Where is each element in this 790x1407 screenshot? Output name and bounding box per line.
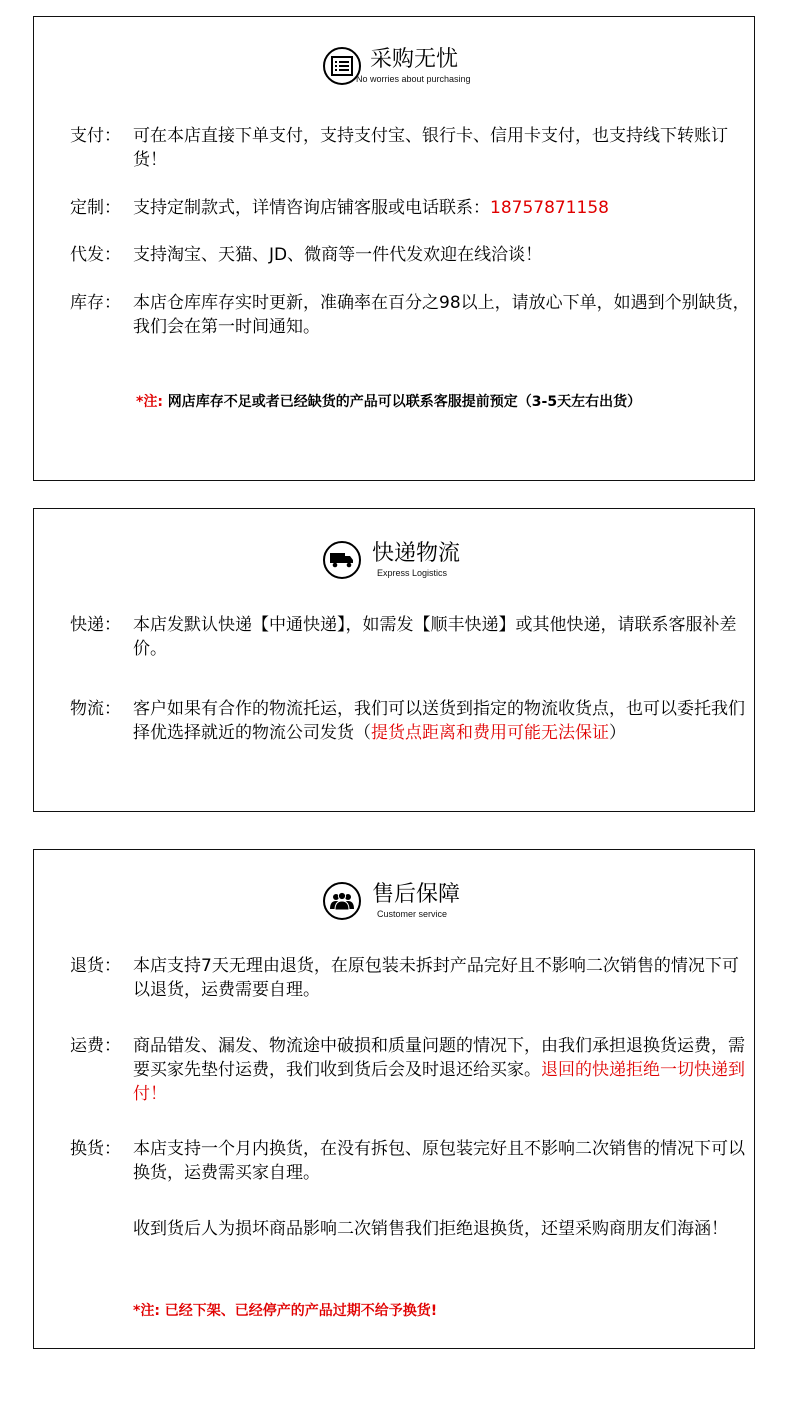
section-subtitle: Customer service [377,909,448,919]
item-label: 库存： [70,293,121,313]
section-subtitle: No worries about purchasing [356,74,471,84]
people-group-icon [323,882,361,920]
exchange-note [133,1301,437,1321]
item-text: 本店仓库库存实时更新，准确率在百分之98以上，请放心下单，如遇到个别缺货，我们会在第一时间通知。 [133,293,750,337]
item-label: 代发： [70,245,121,265]
phone-number: 18757871158 [490,198,609,218]
note-prefix: *注: [136,394,163,410]
item-text: 本店发默认快递【中通快递】，如需发【顺丰快递】或其他快递，请联系客服补差价。 [133,615,737,659]
item-text: 收到货后人为损坏商品影响二次销售我们拒绝退换货，还望采购商朋友们海涵！ [133,1219,728,1239]
after-sales-section [33,849,755,1349]
note-text: 网店库存不足或者已经缺货的产品可以联系客服提前预定（3-5天左右出货） [167,394,642,410]
item-text: 支持淘宝、天猫、JD、微商等一件代发欢迎在线洽谈！ [133,245,543,265]
section-subtitle: Express Logistics [377,568,448,578]
warning-text: 退回的快递拒绝一切快递到付！ [133,1060,745,1104]
item-text: 本店支持一个月内换货，在没有拆包、原包装完好且不影响二次销售的情况下可以换货，运费需买家自理。 [133,1139,745,1183]
section-header [34,882,754,928]
purchase-section [33,16,755,481]
logistics-section [33,508,755,812]
stock-note [136,392,641,412]
note-text: 已经下架、已经停产的产品过期不给予换货! [164,1303,438,1319]
item-label: 换货： [70,1139,121,1159]
section-title: 快递物流 [372,541,461,566]
item-text: 商品错发、漏发、物流途中破损和质量问题的情况下，由我们承担退换货运费，需要买家先垫付运费，我们收到货后会及时退还给买家。退回的快递拒绝一切快递到付！ [133,1036,745,1104]
item-label: 定制： [70,198,121,218]
item-text: 客户如果有合作的物流托运，我们可以送货到指定的物流收货点，也可以委托我们择优选择就近的物流公司发货（提货点距离和费用可能无法保证） [133,699,745,743]
item-label: 物流： [70,699,121,719]
warning-text: 提货点距离和费用可能无法保证 [371,723,609,743]
item-label: 退货： [70,956,121,976]
item-text: 支持定制款式，详情咨询店铺客服或电话联系：18757871158 [133,198,609,218]
item-text: 可在本店直接下单支付，支持支付宝、银行卡、信用卡支付，也支持线下转账订货！ [133,126,728,170]
item-label: 支付： [70,126,121,146]
section-title: 售后保障 [372,882,461,907]
item-text: 本店支持7天无理由退货，在原包装未拆封产品完好且不影响二次销售的情况下可以退货，运费需要自理。 [133,956,739,1000]
item-label: 运费： [70,1036,121,1056]
note-prefix: *注: [133,1303,160,1319]
section-header [34,541,754,587]
item-label: 快递： [70,615,121,635]
delivery-truck-icon [323,541,361,579]
section-header [34,47,754,93]
section-title: 采购无忧 [370,47,459,72]
